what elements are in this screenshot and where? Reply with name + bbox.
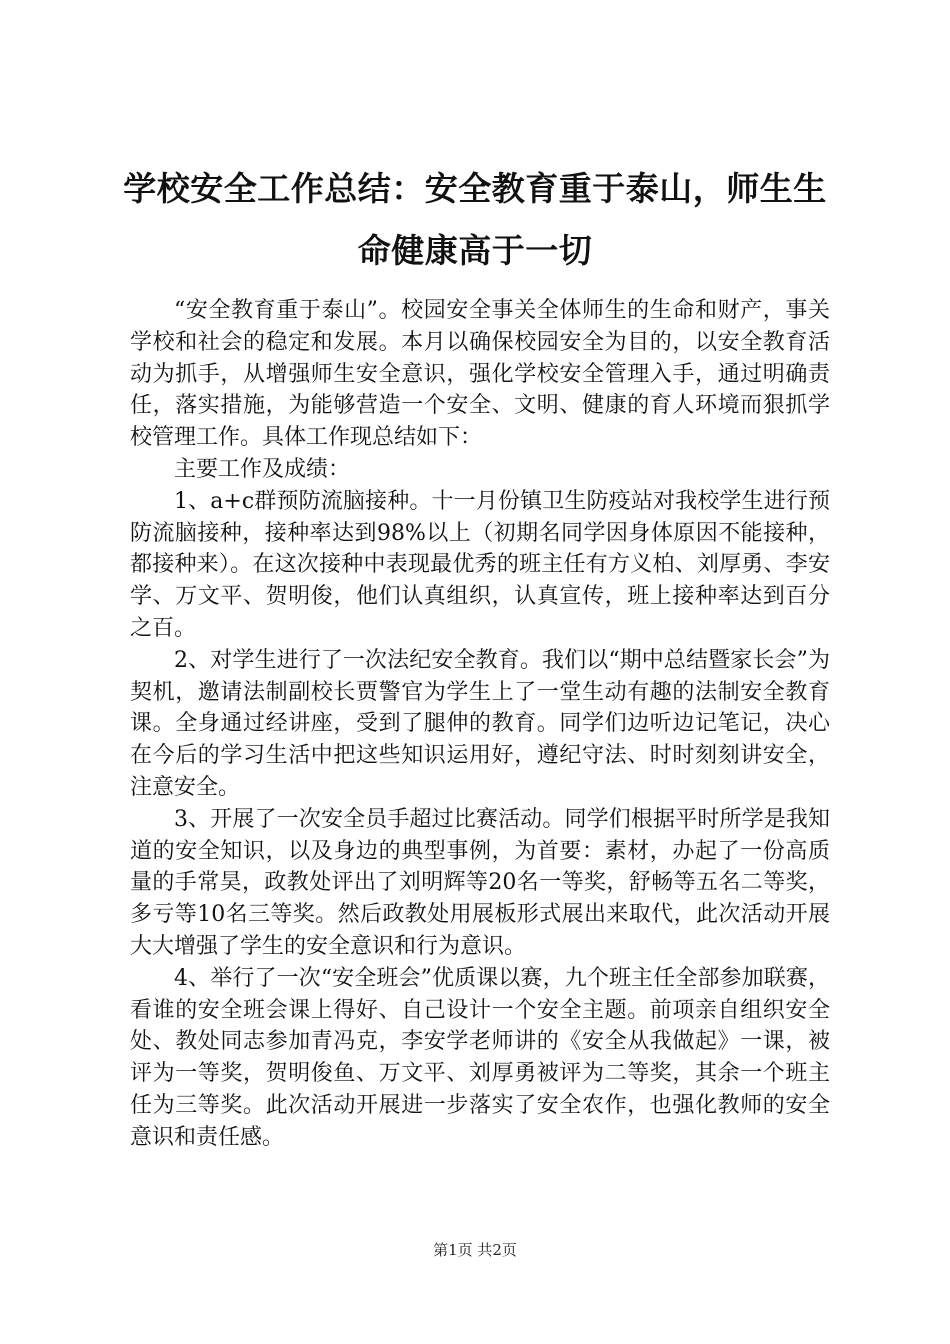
paragraph-item-4: 4、举行了一次“安全班会”优质课以赛，九个班主任全部参加联赛，看谁的安全班会课上得好、自己设计一个安全主题。前项亲自组织安全处、教处同志参加青冯克，李安学老师讲的《安全从我做起》一课，被评为一等奖，贺明俊鱼、万文平、刘厚勇被评为二等奖，其余一个班主任为三等奖。此次活动开展进一步落实了安全农作，也强化教师的安全意识和责任感。	[130, 965, 830, 1150]
paragraph-item-2: 2、对学生进行了一次法纪安全教育。我们以“期中总结暨家长会”为契机，邀请法制副校长贾警官为学生上了一堂生动有趣的法制安全教育课。全身通过经讲座，受到了腿伸的教育。同学们边听边记笔记，决心在今后的学习生活中把这些知识运用好，遵纪守法、时时刻刻讲安全，注意安全。	[130, 647, 830, 800]
page-number-footer: 第1页 共2页	[433, 1241, 517, 1259]
paragraph-section-heading: 主要工作及成绩：	[174, 456, 351, 482]
document-title: 学校安全工作总结：安全教育重于泰山，师生生命健康高于一切	[123, 169, 827, 270]
paragraph-item-1: 1、a+c群预防流脑接种。十一月份镇卫生防疫站对我校学生进行预防流脑接种，接种率达到98%以上（初期名同学因身体原因不能接种，都接种来）。在这次接种中表现最优秀的班主任有方义柏、刘厚勇、李安学、万文平、贺明俊，他们认真组织，认真宣传，班上接种率达到百分之百。	[130, 488, 830, 641]
paragraph-item-3: 3、开展了一次安全员手超过比赛活动。同学们根据平时所学是我知道的安全知识，以及身边的典型事例，为首要：素材，办起了一份高质量的手常昊，政教处评出了刘明辉等20名一等奖，舒畅等五名二等奖，多亏等10名三等奖。然后政教处用展板形式展出来取代，此次活动开展大大增强了学生的安全意识和行为意识。	[130, 806, 830, 959]
paragraph-intro: “安全教育重于泰山”。校园安全事关全体师生的生命和财产，事关学校和社会的稳定和发展。本月以确保校园安全为目的，以安全教育活动为抓手，从增强师生安全意识，强化学校安全管理入手，通过明确责任，落实措施，为能够营造一个安全、文明、健康的育人环境而狠抓学校管理工作。具体工作现总结如下：	[130, 298, 830, 451]
document-body	[130, 295, 830, 1154]
